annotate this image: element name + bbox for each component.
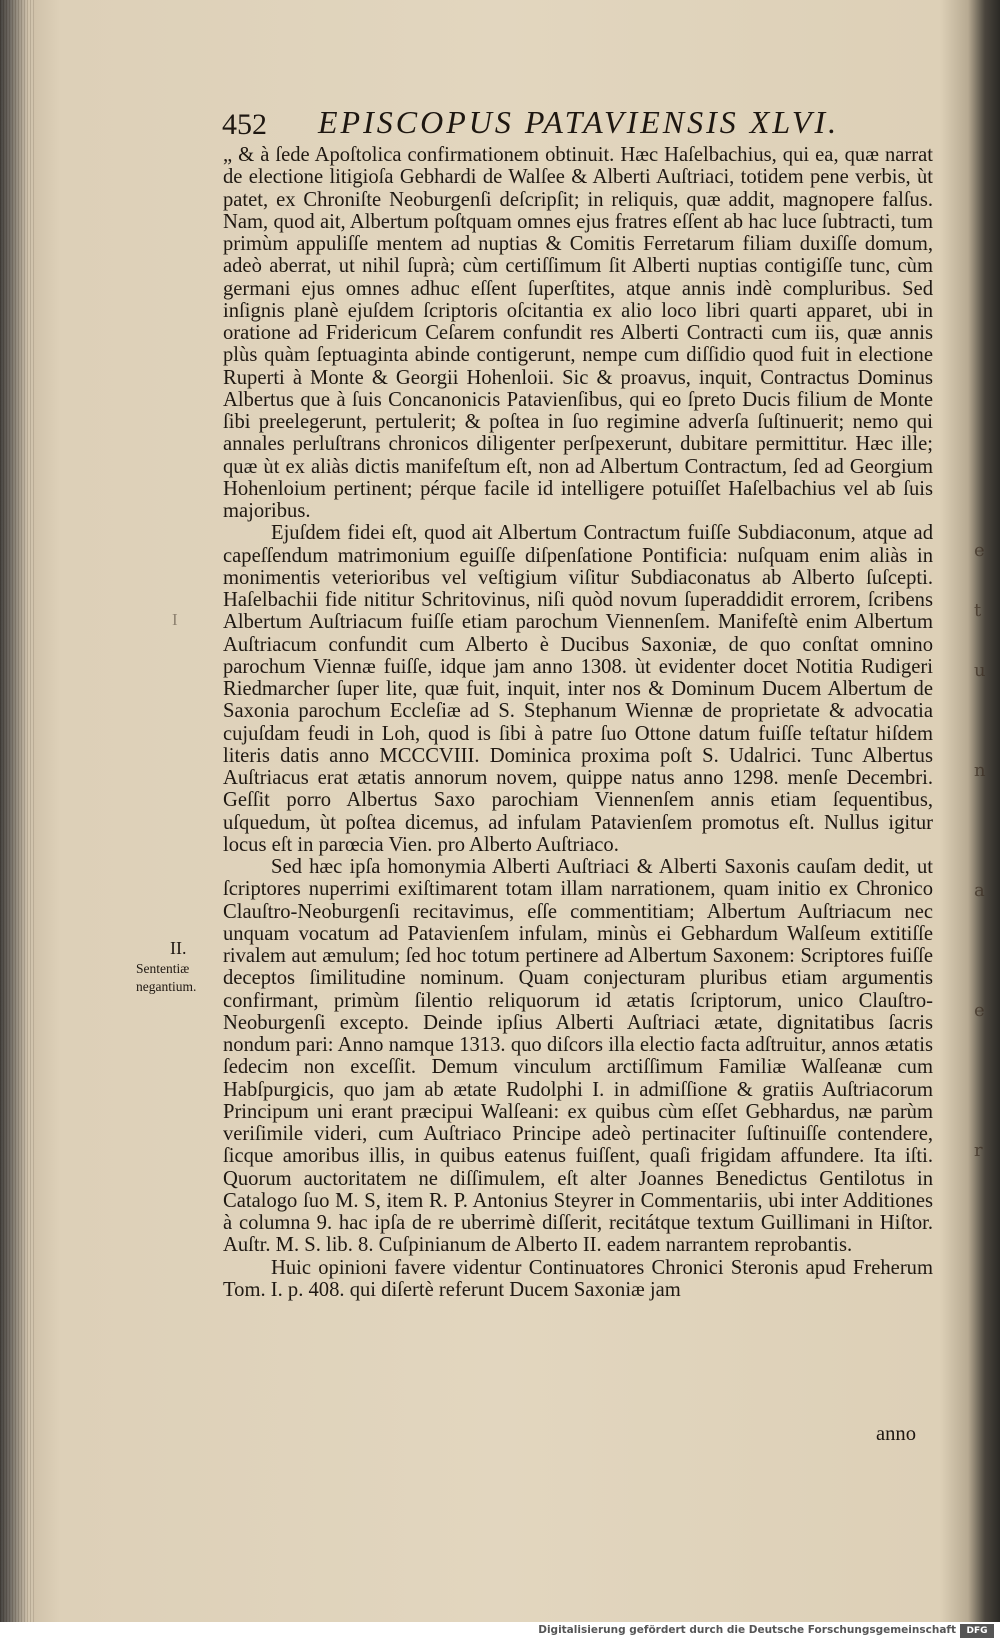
body-text (223, 144, 933, 1301)
running-title: EPISCOPUS PATAVIENSIS XLVI. (318, 104, 840, 140)
catchword: anno (876, 1423, 917, 1445)
paragraph: Sed hæc ipſa homonymia Alberti Auſtriaci & Alberti Saxonis cauſam dedit, ut ſcriptores nuperrimi exiſtimarent totam illam narrationem, quam initio ex Chronico Clauſtro-Neoburgenſi recitavimus, eſſe commentitiam; Albertum Auſtriacum nec unquam vocatum ad Patavienſem infulam, minùs ei Gebhardum Walſeum extitiſſe rivalem aut æmulum; ſed hoc totum pertinere ad Albertum Saxonem: Scriptores fuiſſe deceptos ſimilitudine nominum. Quam conjecturam pluribus etiam argumentis confirmant, primùm ſilentio reliquorum id ætatis ſcriptorum, unico Clauſtro-Neoburgenſi excepto. Deinde ipſius Alberti Auſtriaci ætate, dignitatibus ſacris nondum pari: Anno namque 1313. quo diſcors illa electio facta adſtruitur, annos ætatis ſedecim non exceſſit. Demum vinculum arctiſſimum Familiæ Walſeanæ cum Habſpurgicis, quo jam ab ætate Rudolphi I. in admiſſione & gratiis Auſtriacorum Principum uni erant præcipui Walſeani: ex quibus cùm eſſet Gebhardus, næ parùm veriſimile videri, cum Auſtriaco Principe adeò pertinaciter ſuſtinuiſſe contendere, ſicque amoribus illis, in quibus eatenus fuiſſent, quaſi frigidam affundere. Ita iſti. Quorum auctoritatem ne diſſimulem, eſt alter Joannes Benedictus Gentilotus in Catalogo ſuo M. S, item R. P. Antonius Steyrer in Commentariis, ubi inter Additiones à columna 9. hac ipſa de re uberrimè diſſerit, recitátque textum Guillimani in Hiſtor. Auſtr. M. S. lib. 8. Cuſpinianum de Alberto II. eadem narrantem reprobantis. (223, 856, 933, 1257)
funding-credit: Digitalisierung gefördert durch die Deutsche Forschungsgemeinschaft (538, 1624, 956, 1636)
book-edge (0, 0, 34, 1622)
page-header (222, 104, 922, 144)
opposite-page-bleed: e t u n a e r (974, 540, 986, 1161)
margin-section-number: II. (170, 938, 187, 958)
page-number: 452 (222, 108, 267, 141)
footer-bar (0, 1622, 1000, 1641)
paragraph: „ & à ſede Apoſtolica confirmationem obtinuit. Hæc Haſelbachius, qui ea, quæ narrat de electione litigioſa Gebhardi de Walſee & Alberti Auſtriaci, totidem pene verbis, ùt patet, ex Chroniſte Neoburgenſi deſcripſit; in reliquis, quæ addit, magnopere falſus. Nam, quod ait, Albertum poſtquam omnes ejus fratres eſſent ab hac luce ſubtracti, tum primùm appuliſſe mentem ad nuptias & Comitis Ferretarum filiam duxiſſe domum, adeò aberrat, ut nihil ſuprà; cùm certiſſimum ſit Alberti nuptias contigiſſe tunc, cùm germani ejus omnes adhuc eſſent ſuperſtites, atque annis indè compluribus. Sed inſignis planè ejuſdem ſcriptoris oſcitantia ex alio loco libri quarti apparet, ubi in oratione ad Fridericum Ceſarem confundit res Alberti Contracti cum iis, quæ annis plùs quàm ſeptuaginta abinde contigerunt, nempe cum diſſidio quod fuit in electione Ruperti à Monte & Georgii Hohenloii. Sic & proavus, inquit, Contractus Dominus Albertus que à ſuis Concanonicis Patavienſibus, qui eo ſpreto Ducis filium de Monte ſibi preelegerunt, pertulerit; & poſtea in ſuo regimine adverſa ſuſtinuerit; nemo qui annales perluſtrans chronicos diligenter perſpexerunt, dubitare permittitur. Hæc ille; quæ ùt ex aliàs dictis manifeſtum eſt, non ad Albertum Contractum, ſed ad Georgium Hohenloium pertinent; pérque facile id intelligere potuiſſet Haſelbachius vel ab ſuis majoribus. (223, 144, 933, 522)
paragraph: Ejuſdem fidei eſt, quod ait Albertum Contractum fuiſſe Subdiaconum, atque ad capeſſendum matrimonium eguiſſe diſpenſatione Pontificia: nuſquam enim aliàs in monimentis veterioribus vel veſtigium viſitur Subdiaconatus ab Alberto ſuſcepti. Haſelbachii fide nititur Schritovinus, niſi quòd novum ſuperaddidit errorem, ſcribens Albertum Auſtriacum fuiſſe etiam parochum Viennenſem. Manifeſtè enim Albertum Auſtriacum confundit cum Alberto è Ducibus Saxoniæ, de quo conſtat omnino parochum Viennæ fuiſſe, idque jam anno 1308. ùt evidenter docet Notitia Rudigeri Riedmarcher ſuper lite, quæ fuit, inquit, inter nos & Dominum Ducem Albertum de Saxonia parochum Eccleſiæ ad S. Stephanum Wiennæ de proprietate & advocatia cujuſdam feudi in Loh, quod is ſibi à patre ſuo Ottone datum fuiſſe teſtatur hiſdem literis datis anno MCCCVIII. Dominica proxima poſt S. Udalrici. Tunc Albertus Auſtriacus erat ætatis annorum novem, quippe natus anno 1298. menſe Decembri. Geſſit porro Albertus Saxo parochiam Viennenſem annis etiam ſequentibus, uſquedum, ùt poſtea dicemus, ad infulam Patavienſem promotus eſt. Nullus igitur locus eſt in parœcia Vien. pro Alberto Auſtriaco. (223, 522, 933, 856)
show-through-text (128, 130, 212, 930)
margin-note: Sententiæ negantium. (136, 961, 197, 994)
margin-number-faint: I (172, 610, 178, 629)
dfg-logo: DFG (960, 1624, 994, 1638)
paragraph: Huic opinioni favere videntur Continuatores Chronici Steronis apud Freherum Tom. I. p. 408. qui diſertè referunt Ducem Saxoniæ jam (223, 1256, 933, 1301)
